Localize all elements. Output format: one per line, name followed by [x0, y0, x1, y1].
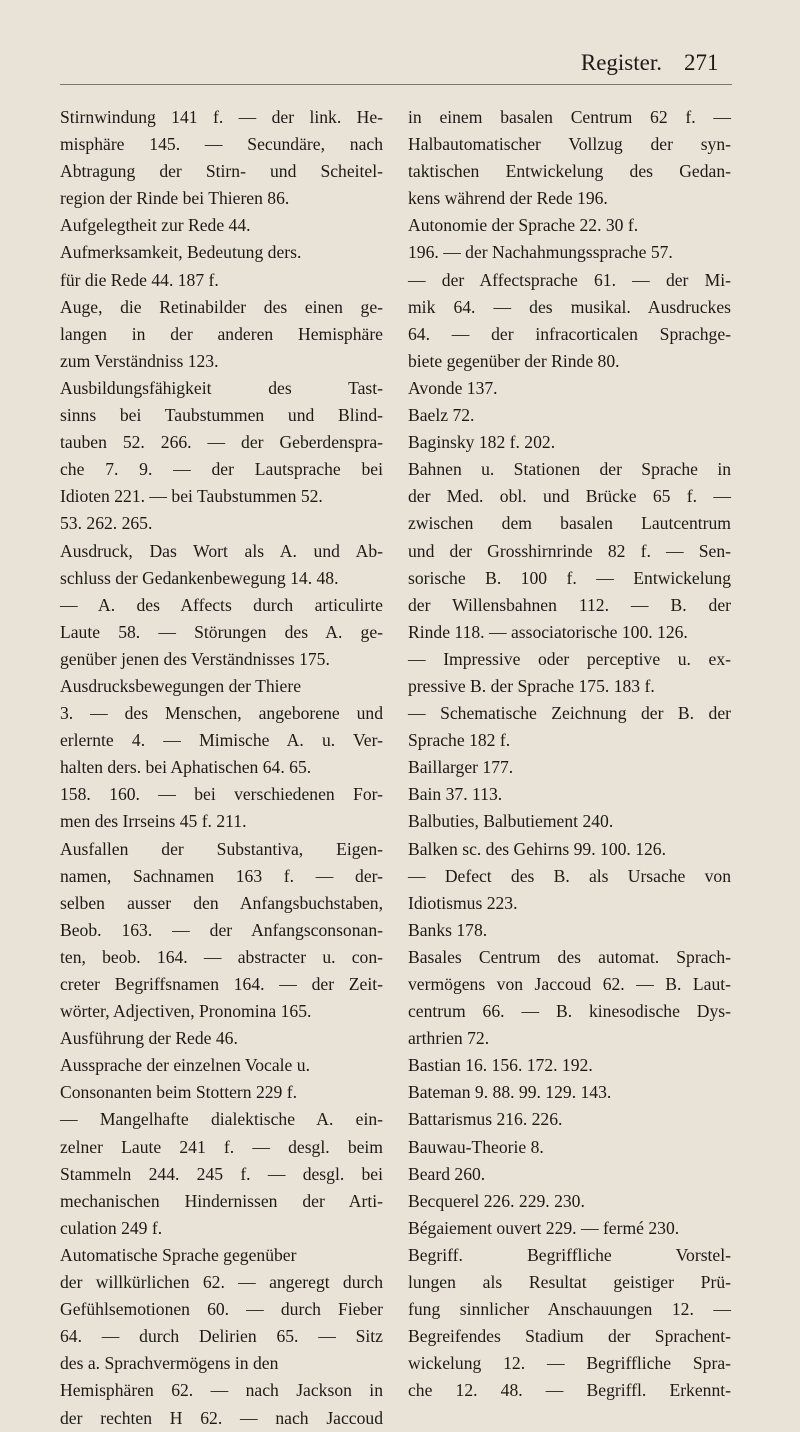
index-line: pressive B. der Sprache 175. 183 f.	[408, 675, 655, 696]
page-number: 271	[684, 50, 719, 75]
running-head: Register.	[580, 50, 662, 75]
index-line: Aufgelegtheit zur Rede 44.	[60, 215, 251, 236]
index-line: centrum 66. — B. kinesodische Dys-	[408, 1001, 731, 1022]
index-line: — Schematische Zeichnung der B. der	[408, 703, 731, 724]
index-line: che 12. 48. — Begriffl. Erkennt-	[408, 1380, 731, 1401]
index-line: Ausdruck, Das Wort als A. und Ab-	[60, 540, 383, 561]
index-line: Bastian 16. 156. 172. 192.	[408, 1055, 593, 1076]
index-line: fung sinnlicher Anschauungen 12. —	[408, 1299, 731, 1320]
index-line: halten ders. bei Aphatischen 64. 65.	[60, 757, 312, 778]
index-line: Balken sc. des Gehirns 99. 100. 126.	[408, 838, 667, 859]
index-line: Autonomie der Sprache 22. 30 f.	[408, 215, 639, 236]
index-line: 3. — des Menschen, angeborene und	[60, 703, 383, 724]
index-line: taktischen Entwickelung des Gedan-	[408, 161, 731, 182]
index-line: arthrien 72.	[408, 1028, 490, 1049]
index-line: Baillarger 177.	[408, 757, 514, 778]
right-column	[408, 104, 731, 1405]
index-line: zwischen dem basalen Lautcentrum	[408, 513, 731, 534]
index-line: culation 249 f.	[60, 1217, 163, 1238]
index-line: sorische B. 100 f. — Entwickelung	[408, 567, 731, 588]
index-line: 158. 160. — bei verschiedenen For-	[60, 784, 383, 805]
index-line: Baginsky 182 f. 202.	[408, 432, 556, 453]
index-line: — der Affectsprache 61. — der Mi-	[408, 269, 731, 290]
index-line: kens während der Rede 196.	[408, 188, 608, 209]
index-line: Laute 58. — Störungen des A. ge-	[60, 621, 383, 642]
index-line: der rechten H 62. — nach Jaccoud	[60, 1407, 383, 1428]
index-line: Bahnen u. Stationen der Sprache in	[408, 459, 731, 480]
index-line: Stirnwindung 141 f. — der link. He-	[60, 107, 383, 127]
index-line: Battarismus 216. 226.	[408, 1109, 563, 1130]
index-line: Begriff. Begriffliche Vorstel-	[408, 1244, 731, 1265]
index-line: — Mangelhafte dialektische A. ein-	[60, 1109, 383, 1130]
index-line: Ausdrucksbewegungen der Thiere	[60, 675, 302, 696]
index-line: zum Verständniss 123.	[60, 350, 219, 371]
index-line: der Med. obl. und Brücke 65 f. —	[408, 486, 731, 507]
index-line: men des Irrseins 45 f. 211.	[60, 811, 247, 832]
index-line: Aussprache der einzelnen Vocale u.	[60, 1055, 310, 1076]
index-line: Ausbildungsfähigkeit des Tast-	[60, 377, 383, 398]
index-line: selben ausser den Anfangsbuchstaben,	[60, 892, 383, 913]
index-line: 64. — der infracorticalen Sprachge-	[408, 323, 731, 344]
index-line: Hemisphären 62. — nach Jackson in	[60, 1380, 383, 1401]
index-line: vermögens von Jaccoud 62. — B. Laut-	[408, 974, 731, 994]
index-line: biete gegenüber der Rinde 80.	[408, 350, 620, 371]
index-line: 196. — der Nachahmungssprache 57.	[408, 242, 673, 263]
index-line: Bateman 9. 88. 99. 129. 143.	[408, 1082, 612, 1103]
index-line: lungen als Resultat geistiger Prü-	[408, 1272, 731, 1293]
index-line: für die Rede 44. 187 f.	[60, 269, 219, 290]
index-line: creter Begriffsnamen 164. — der Zeit-	[60, 974, 383, 994]
index-line: 53. 262. 265.	[60, 513, 153, 534]
index-line: Beard 260.	[408, 1163, 486, 1184]
index-line: — A. des Affects durch articulirte	[60, 594, 383, 615]
index-line: che 7. 9. — der Lautsprache bei	[60, 459, 383, 480]
index-line: Balbuties, Balbutiement 240.	[408, 811, 614, 832]
index-line: schluss der Gedankenbewegung 14. 48.	[60, 567, 339, 588]
index-line: Stammeln 244. 245 f. — desgl. bei	[60, 1163, 383, 1184]
index-line: Becquerel 226. 229. 230.	[408, 1190, 585, 1211]
index-line: der willkürlichen 62. — angeregt durch	[60, 1272, 383, 1293]
index-line: mik 64. — des musikal. Ausdruckes	[408, 296, 731, 317]
left-column	[60, 104, 383, 1432]
index-line: genüber jenen des Verständnisses 175.	[60, 648, 330, 669]
index-line: der Willensbahnen 112. — B. der	[408, 594, 731, 615]
index-line: Halbautomatischer Vollzug der syn-	[408, 134, 731, 155]
index-line: Banks 178.	[408, 919, 488, 940]
index-line: Begreifendes Stadium der Sprachent-	[408, 1326, 731, 1347]
index-line: Rinde 118. — associatorische 100. 126.	[408, 621, 688, 642]
index-line: misphäre 145. — Secundäre, nach	[60, 134, 383, 155]
index-line: Baelz 72.	[408, 405, 475, 426]
index-line: Sprache 182 f.	[408, 730, 511, 751]
index-line: 64. — durch Delirien 65. — Sitz	[60, 1326, 383, 1347]
index-line: und der Grosshirnrinde 82 f. — Sen-	[408, 540, 731, 561]
index-line: Idiotismus 223.	[408, 892, 518, 913]
index-line: — Impressive oder perceptive u. ex-	[408, 648, 731, 669]
index-line: wickelung 12. — Begriffliche Spra-	[408, 1353, 731, 1374]
index-line: Bégaiement ouvert 229. — fermé 230.	[408, 1217, 680, 1238]
index-line: des a. Sprachvermögens in den	[60, 1353, 279, 1374]
index-line: langen in der anderen Hemisphäre	[60, 323, 383, 344]
index-line: Consonanten beim Stottern 229 f.	[60, 1082, 298, 1103]
index-line: Auge, die Retinabilder des einen ge-	[60, 296, 383, 317]
index-line: Aufmerksamkeit, Bedeutung ders.	[60, 242, 302, 263]
index-line: Idioten 221. — bei Taubstummen 52.	[60, 486, 323, 507]
index-line: — Defect des B. als Ursache von	[408, 865, 731, 886]
index-line: Bain 37. 113.	[408, 784, 503, 805]
index-line: erlernte 4. — Mimische A. u. Ver-	[60, 730, 383, 751]
index-line: namen, Sachnamen 163 f. — der-	[60, 865, 383, 886]
index-line: region der Rinde bei Thieren 86.	[60, 188, 290, 209]
index-line: zelner Laute 241 f. — desgl. beim	[60, 1136, 383, 1157]
header-rule	[60, 84, 732, 85]
index-line: Abtragung der Stirn- und Scheitel-	[60, 161, 383, 182]
index-line: Basales Centrum des automat. Sprach-	[408, 946, 731, 967]
index-line: Bauwau-Theorie 8.	[408, 1136, 544, 1157]
index-line: Ausfallen der Substantiva, Eigen-	[60, 838, 383, 859]
index-line: tauben 52. 266. — der Geberdenspra-	[60, 432, 383, 453]
index-line: Beob. 163. — der Anfangsconsonan-	[60, 919, 383, 940]
index-line: sinns bei Taubstummen und Blind-	[60, 405, 383, 426]
index-line: ten, beob. 164. — abstracter u. con-	[60, 946, 383, 967]
index-line: mechanischen Hindernissen der Arti-	[60, 1190, 383, 1211]
index-line: Avonde 137.	[408, 377, 498, 398]
index-line: in einem basalen Centrum 62 f. —	[408, 107, 731, 127]
page-header	[0, 50, 800, 80]
index-line: Ausführung der Rede 46.	[60, 1028, 238, 1049]
index-line: Gefühlsemotionen 60. — durch Fieber	[60, 1299, 383, 1320]
index-line: wörter, Adjectiven, Pronomina 165.	[60, 1001, 312, 1022]
index-line: Automatische Sprache gegenüber	[60, 1244, 297, 1265]
